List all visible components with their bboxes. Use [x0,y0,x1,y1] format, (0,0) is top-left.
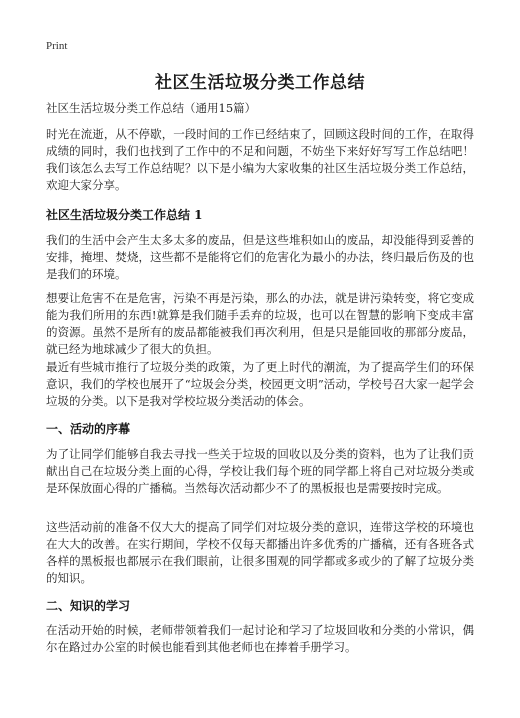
print-link[interactable]: Print [46,40,68,52]
intro-paragraph: 时光在流逝，从不停歇，一段时间的工作已经结束了，回顾这段时间的工作，在取得成绩的同时，我们也找到了工作中的不足和问题，不妨坐下来好好写写工作总结吧！我们该怎么去写工作总结呢？以下是小编为大家收集的社区生活垃圾分类工作总结，欢迎大家分享。 [46,127,474,192]
paragraph-1: 我们的生活中会产生太多太多的废品，但是这些堆积如山的废品，却没能得到妥善的安排，掩埋、焚烧，这些都不是能将它们的危害化为最小的办法，终归最后伤及的也是我们的环境。 [46,233,474,281]
paragraph-5: 这些活动前的准备不仅大大的提高了同学们对垃圾分类的意识，连带这学校的环境也在大大的改善。在实行期间，学校不仅每天都播出许多优秀的广播稿，还有各班各式各样的黑板报也都展示在我们眼前，让很多围观的同学都或多或少的了解了垃圾分类的知识。 [46,520,474,585]
subheading-activity-prelude: 一、活动的序幕 [46,422,131,436]
paragraph-4: 为了让同学们能够自我去寻找一些关于垃圾的回收以及分类的资料，也为了让我们贡献出自己在垃圾分类上面的心得，学校让我们每个班的同学都上将自己对垃圾分类或是环保放面心得的广播稿。当然每次活动都少不了的黑板报也是需要按时完成。 [46,447,474,495]
paragraph-2: 想要让危害不在是危害，污染不再是污染，那么的办法，就是讲污染转变，将它变成能为我们所用的东西!就算是我们随手丢弃的垃圾，也可以在智慧的影响下变成丰富的资源。虽然不是所有的废品都能被我们再次利用，但是只是能回收的那部分废品，就已经为地球减少了很大的负担。 [46,291,474,356]
paragraph-6: 在活动开始的时候，老师带领着我们一起讨论和学习了垃圾回收和分类的小常识，偶尔在路过办公室的时候也能看到其他老师也在捧着手册学习。 [46,623,474,654]
subheading-knowledge-study: 二、知识的学习 [46,599,131,613]
paragraph-3: 最近有些城市推行了垃圾分类的政策，为了更上时代的潮流，为了提高学生们的环保意识，我们的学校也展开了“垃圾会分类，校园更文明”活动，学校号召大家一起学会垃圾的分类。以下是我对学校垃圾分类活动的体会。 [46,360,474,408]
section-heading-1: 社区生活垃圾分类工作总结 1 [46,208,203,222]
page-title: 社区生活垃圾分类工作总结 [155,73,365,93]
document-subtitle: 社区生活垃圾分类工作总结（通用15篇） [46,101,257,115]
